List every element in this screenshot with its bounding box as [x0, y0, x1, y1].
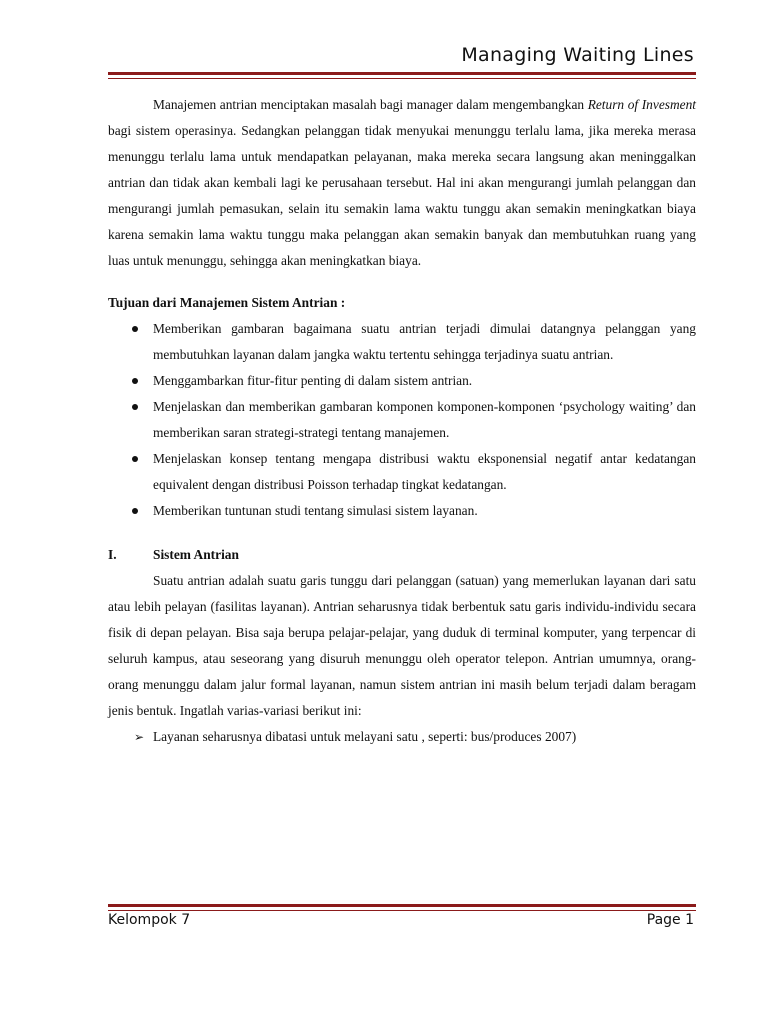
- bullet-dot-icon: [132, 378, 138, 384]
- footer-group-name: Kelompok 7: [108, 912, 191, 928]
- bullet-dot-icon: [132, 404, 138, 410]
- bullet-dot-icon: [132, 326, 138, 332]
- objective-item: [108, 498, 696, 524]
- objectives-list: [108, 316, 696, 524]
- objective-text: Menjelaskan dan memberikan gambaran komponen komponen-komponen ‘psychology waiting’ dan memberikan saran strategi-strategi tentang manajemen.: [153, 399, 696, 440]
- intro-text-start: Manajemen antrian menciptakan masalah bagi manager dalam mengembangkan: [153, 97, 588, 112]
- objective-item: [108, 368, 696, 394]
- objective-text: Memberikan tuntunan studi tentang simulasi sistem layanan.: [153, 503, 478, 518]
- objective-text: Menggambarkan fitur-fitur penting di dalam sistem antrian.: [153, 373, 473, 388]
- footer-rule-thin: [108, 910, 696, 911]
- objective-item: [108, 394, 696, 446]
- section-paragraph: Suatu antrian adalah suatu garis tunggu dari pelanggan (satuan) yang memerlukan layanan dari satu atau lebih pelayan (fasilitas layanan). Antrian seharusnya tidak berbentuk satu garis individu-individu secara fisik di depan pelayan. Bisa saja berupa pelajar-pelajar, yang duduk di terminal komputer, yang terpencar di seluruh kampus, atau seseorang yang disuruh menunggu oleh operator telepon. Antrian umumnya, orang-orang menunggu dalam jalur formal layanan, namun sistem antrian ini masih belum terjadi dalam beragam jenis bentuk. Ingatlah varias-variasi berikut ini:: [108, 573, 696, 718]
- body-content: [108, 92, 696, 750]
- objective-text: Menjelaskan konsep tentang mengapa distribusi waktu eksponensial negatif antar kedatangan equivalent dengan distribusi Poisson terhadap tingkat kedatangan.: [153, 451, 696, 492]
- intro-italic-term: Return of Invesment: [587, 97, 696, 112]
- header-rule-thin: [108, 78, 696, 79]
- arrow-bullet-icon: ➢: [134, 730, 145, 744]
- bullet-dot-icon: [132, 456, 138, 462]
- footer-page-number: Page 1: [646, 912, 694, 928]
- bullet-dot-icon: [132, 508, 138, 514]
- objective-item: [108, 316, 696, 368]
- objective-item: [108, 446, 696, 498]
- section-heading: [108, 542, 696, 568]
- section-title: Sistem Antrian: [153, 547, 239, 562]
- footer-rule-thick: [108, 904, 696, 907]
- objectives-heading: Tujuan dari Manajemen Sistem Antrian :: [108, 295, 346, 310]
- intro-paragraph: [108, 92, 696, 274]
- section-number: I.: [108, 547, 117, 562]
- arrow-list-item: [108, 724, 696, 750]
- objective-text: Memberikan gambaran bagaimana suatu antrian terjadi dimulai datangnya pelanggan yang membutuhkan layanan dalam jangka waktu tertentu sehingga terjadinya suatu antrian.: [153, 321, 696, 362]
- header-title: Managing Waiting Lines: [461, 44, 694, 66]
- arrow-item-text: Layanan seharusnya dibatasi untuk melayani satu , seperti: bus/produces 2007): [153, 729, 577, 744]
- header-rule-thick: [108, 72, 696, 75]
- intro-text-end: bagi sistem operasinya. Sedangkan pelanggan tidak menyukai menunggu terlalu lama, jika mereka merasa menunggu terlalu lama untuk mendapatkan pelayanan, maka mereka secara langsung akan meninggalkan antrian dan tidak akan kembali lagi ke perusahaan tersebut. Hal ini akan mengurangi jumlah pelanggan dan mengurangi jumlah pemasukan, selain itu semakin lama waktu tunggu akan semakin meningkatkan biaya karena semakin lama waktu tunggu maka pelanggan akan semakin banyak dan membutuhkan ruang yang luas untuk menunggu, sehingga akan meningkatkan biaya.: [108, 123, 696, 268]
